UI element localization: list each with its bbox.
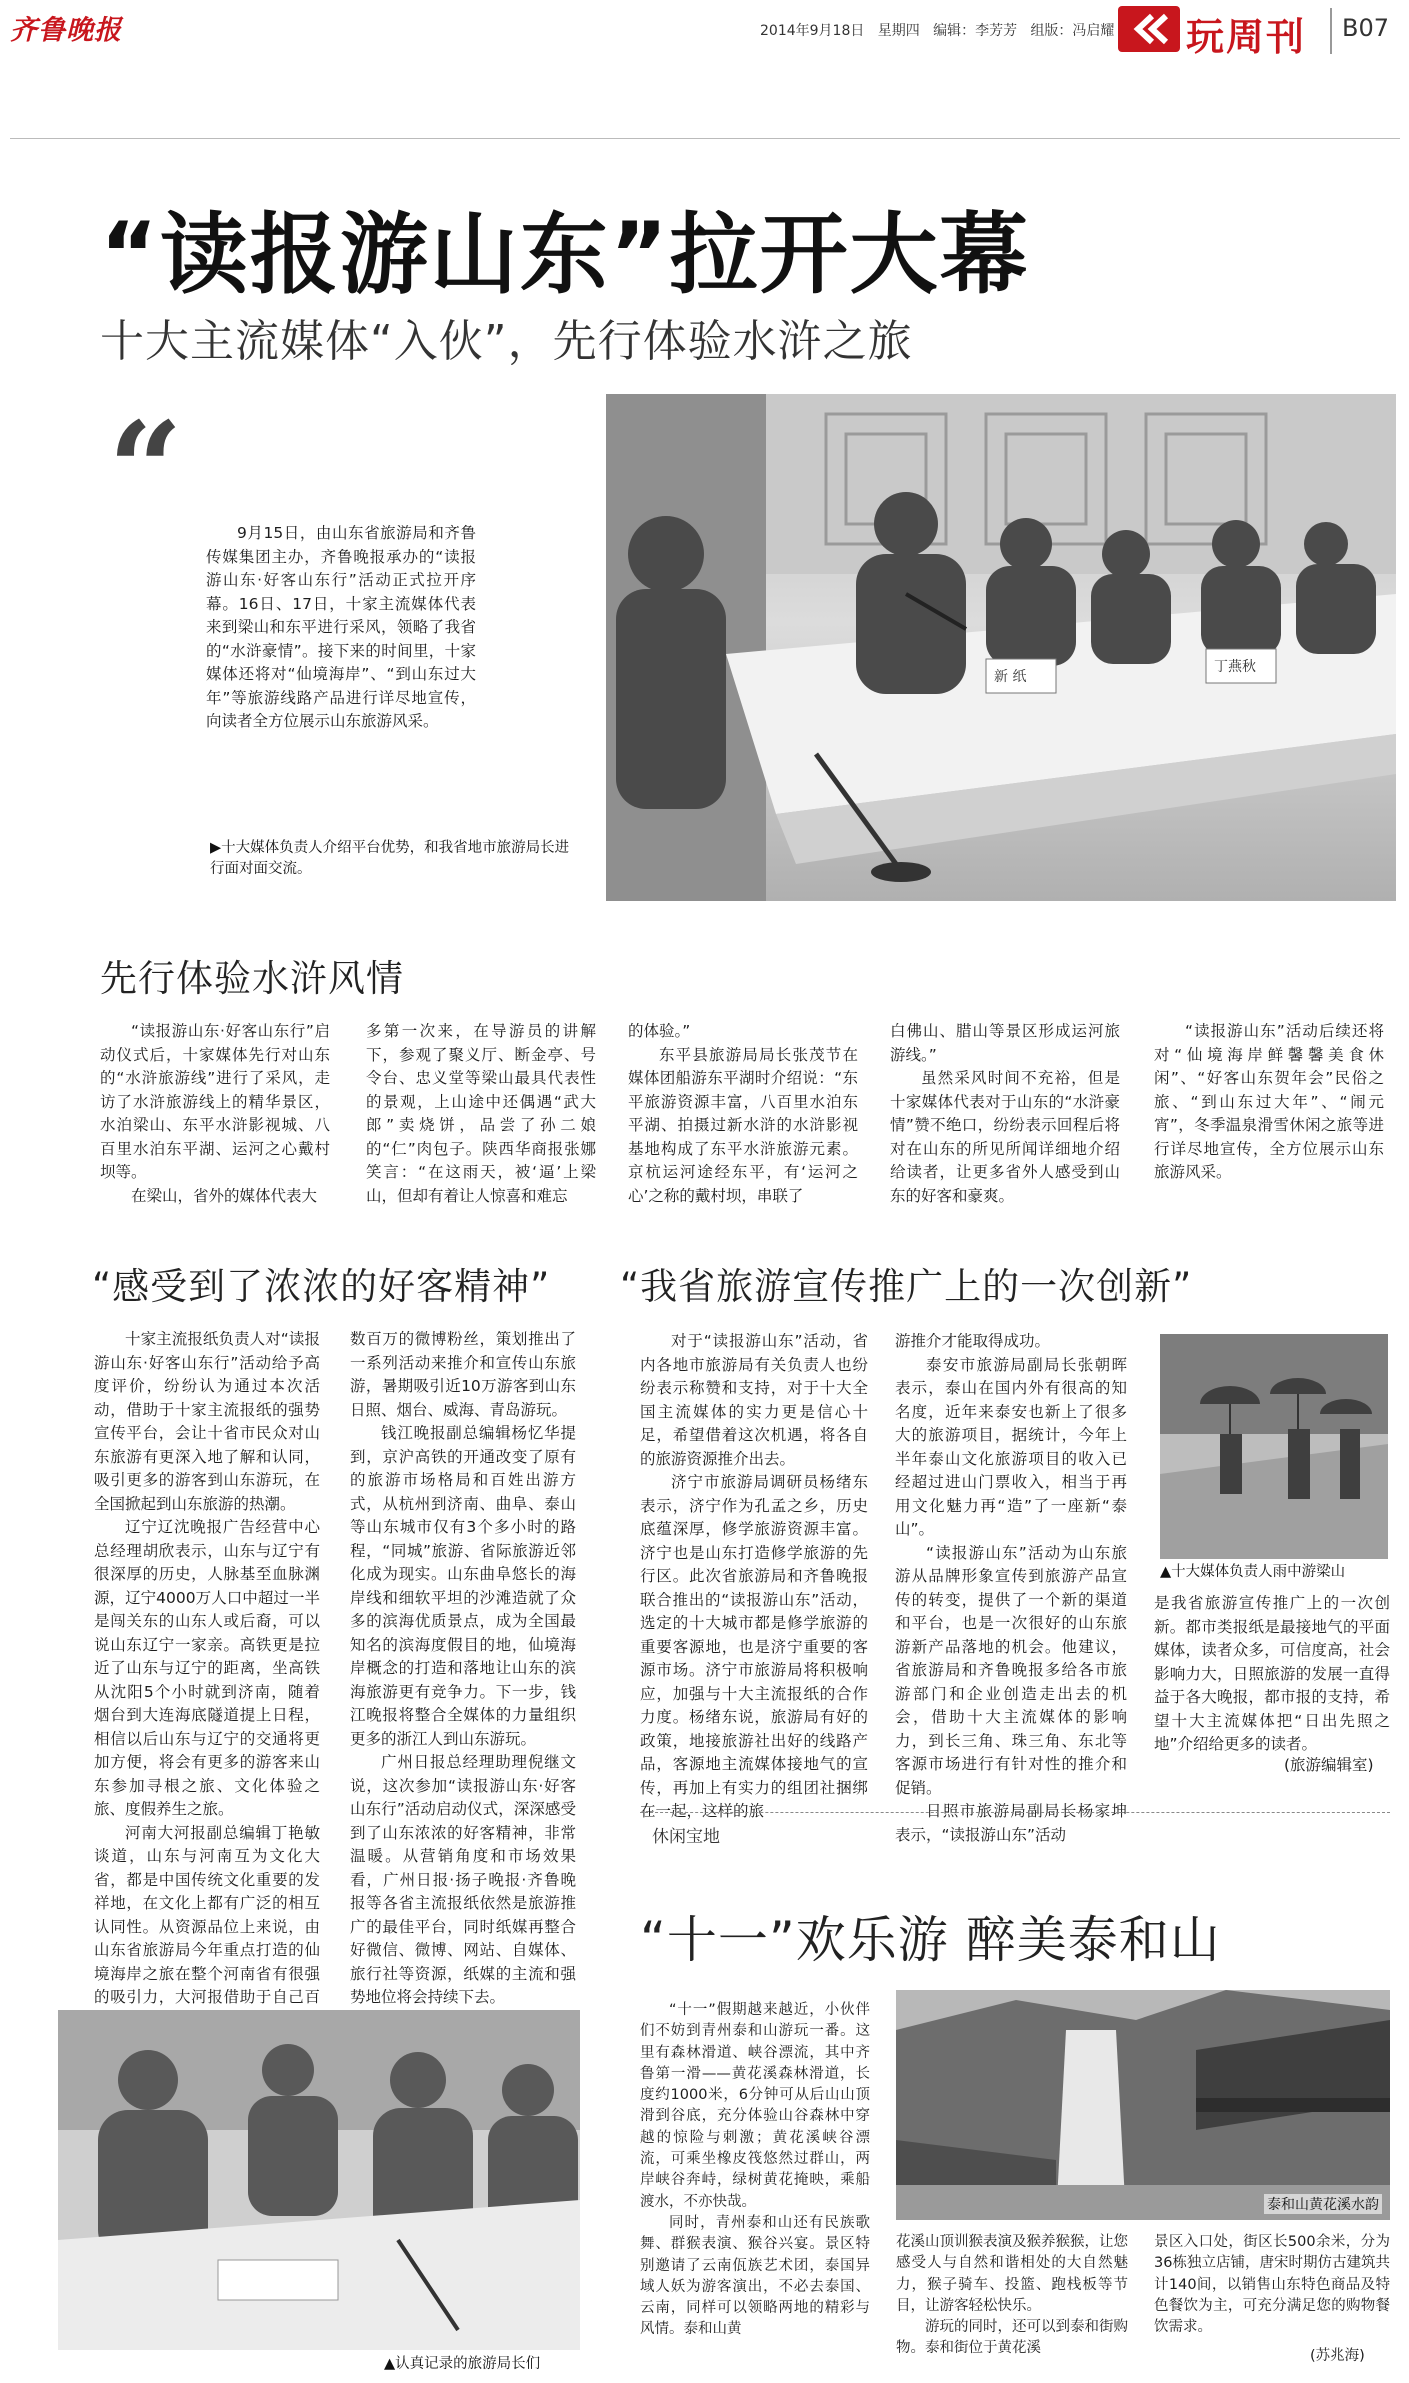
paragraph: 是我省旅游宣传推广上的一次创新。都市类报纸是最接地气的平面媒体，读者众多，可信度高，社会影响力大，日照旅游的发展一直得益于各大晚报，都市报的支持，希望十大主流媒体把“日出先照之地”介绍给更多的读者。	[1154, 1594, 1390, 1753]
paragraph: 河南大河报副总编辑丁艳敏谈道，山东与河南互为文化大省，都是中国传统文化重要的发祥地，在文化上都有广泛的相互认同性。从资源品位上来说，由山东省旅游局今年重点打造的仙境海岸之旅在整个河南省有很强的吸引力，大河报借助于自己百	[94, 1823, 320, 2006]
masthead-divider	[1330, 8, 1332, 54]
sub-headline: 十大主流媒体“入伙”，先行体验水浒之旅	[100, 316, 913, 367]
paragraph: 广州日报总经理助理倪继文说，这次参加“读报游山东·好客山东行”活动启动仪式，深深感受到了山东浓浓的好客精神，非常温暖。从营销角度和市场效果看，广州日报·扬子晚报·齐鲁晚报等各省主流报纸依然是旅游推广的最佳平台，同时纸媒再整合好微信、微博、网站、自媒体、旅行社等资源，纸媒的主流和强势地位将会持续下去。	[350, 1753, 576, 2006]
section4-col3	[1154, 2232, 1390, 2342]
double-chevron-icon	[1118, 6, 1180, 52]
section4-col2	[896, 2232, 1128, 2356]
paragraph: 在梁山，省外的媒体代表大	[131, 1186, 318, 1205]
intro-paragraph	[206, 522, 476, 782]
quote-mark: “	[108, 393, 183, 546]
rain-tour-photo	[1160, 1334, 1388, 1559]
paragraph: 十家主流报纸负责人对“读报游山东·好客山东行”活动给予高度评价，纷纷认为通过本次活动，借助于十家主流报纸的强势宣传平台，会让十省市民众对山东旅游有更深入地了解和认同，吸引更多的游客到山东游玩，在全国掀起到山东旅游的热潮。	[94, 1330, 320, 1513]
paragraph: “读报游山东·好客山东行”启动仪式后，十家媒体先行对山东的“水浒旅游线”进行了采风，走访了水浒旅游线上的精华景区，水泊梁山、东平水浒影视城、八百里水泊东平湖、运河之心戴村坝等。	[100, 1022, 330, 1181]
paragraph: 花溪山顶训猴表演及猴养猴猴，让您感受人与自然和谐相处的大自然魅力，猴子骑车、投篮、跑栈板等节目，让游客轻松快乐。	[896, 2234, 1128, 2314]
main-headline: “读报游山东”拉开大幕	[100, 203, 1030, 306]
lead-photo-caption: ▶十大媒体负责人介绍平台优势，和我省地市旅游局长进行面对面交流。	[210, 840, 570, 877]
paragraph: 数百万的微博粉丝，策划推出了一系列活动来推介和宣传山东旅游，暑期吸引近10万游客到山东日照、烟台、威海、青岛游玩。	[350, 1330, 576, 1419]
paragraph: 游推介才能取得成功。	[895, 1332, 1051, 1350]
name-card-2: 丁燕秋	[1214, 659, 1256, 675]
section4-tag-line	[640, 1812, 1390, 1814]
section-badge	[1118, 6, 1180, 52]
name-card-1: 新 纸	[994, 669, 1027, 685]
paragraph: 虽然采风时间不充裕，但是十家媒体代表对于山东的“水浒豪情”赞不绝口，纷纷表示回程后将对在山东的所见所闻详细地介绍给读者，让更多省外人感受到山东的好客和豪爽。	[890, 1069, 1120, 1205]
officials-photo-caption: ▲认真记录的旅游局长们	[384, 2356, 541, 2372]
section-title: 玩周刊	[1186, 15, 1307, 59]
section3-col1	[640, 1330, 868, 1820]
paragraph: 白佛山、腊山等景区形成运河旅游线。”	[890, 1022, 1120, 1064]
section1-col2	[366, 1020, 596, 1230]
waterfall-photo-caption: 泰和山黄花溪水韵	[1264, 2194, 1382, 2214]
section4-byline: (苏兆海)	[1310, 2348, 1365, 2364]
paragraph: “十一”假期越来越近，小伙伴们不妨到青州泰和山游玩一番。这里有森林滑道、峡谷漂流，其中齐鲁第一滑——黄花溪森林滑道，长度约1000米，6分钟可从后山山顶滑到谷底，充分体验山谷森林中穿越的惊险与刺激；黄花溪峡谷漂流，可乘坐橡皮筏悠然过群山，两岸峡谷奔峙，绿树黄花掩映，乘船渡水，不亦快哉。	[640, 2002, 870, 2210]
editor-credit: 编辑：李芳芳	[933, 23, 1018, 39]
paragraph: 游玩的同时，还可以到泰和街购物。泰和街位于黄花溪	[896, 2319, 1128, 2357]
paragraph: “读报游山东”活动后续还将对“仙境海岸鲜馨馨美食休闲”、“好客山东贺年会”民俗之旅、“到山东过大年”、“闹元宵”，冬季温泉滑雪休闲之旅等进行详尽地宣传，全方位展示山东旅游风采。	[1154, 1022, 1384, 1181]
paragraph: 东平县旅游局局长张茂节在媒体团船游东平湖时介绍说：“东平旅游资源丰富，八百里水泊东平湖、拍摄过新水浒的水浒影视基地构成了东平水浒旅游元素。京杭运河途经东平，有‘运河之心’之称的戴村坝，串联了	[628, 1045, 858, 1205]
waterfall-illustration	[896, 1990, 1390, 2220]
paragraph: 同时，青州泰和山还有民族歌舞、群猴表演、猴谷兴宴。景区特别邀请了云南佤族艺术团，泰国异域人妖为游客演出，不必去泰国、云南，同样可以领略两地的精彩与风情。泰和山黄	[640, 2214, 870, 2338]
section1-heading: 先行体验水浒风情	[100, 957, 404, 1000]
meeting-scene-illustration	[606, 394, 1396, 901]
section4-heading: “十一”欢乐游 醉美泰和山	[640, 1911, 1221, 1969]
rain-tour-illustration	[1160, 1334, 1388, 1559]
masthead	[0, 0, 1409, 70]
issue-weekday: 星期四	[877, 23, 920, 39]
paper-logo: 齐鲁晚报	[10, 15, 122, 46]
section3-heading: “我省旅游宣传推广上的一次创新”	[620, 1265, 1193, 1308]
paragraph: 的体验。”	[628, 1022, 691, 1040]
section1-col4	[890, 1020, 1120, 1230]
paragraph: 日照市旅游局副局长杨家坤表示，“读报游山东”活动	[895, 1802, 1127, 1844]
paragraph: 多第一次来，在导游员的讲解下，参观了聚义厅、断金亭、号令台、忠义堂等梁山最具代表性的景观，上山途中还偶遇“武大郎”卖烧饼，品尝了孙二娘的“仁”肉包子。陕西华商报张娜笑言：“在这雨天，被‘逼’上梁山，但却有着让人惊喜和难忘	[366, 1022, 596, 1205]
page-number: B07	[1342, 14, 1390, 42]
section1-col3	[628, 1020, 858, 1230]
paragraph: 泰安市旅游局副局长张朝晖表示，泰山在国内外有很高的知名度，近年来泰安也新上了很多大的旅游项目，据统计，今年上半年泰山文化旅游项目的收入已经超过进山门票收入，相当于再用文化魅力再“造”了一座新“泰山”。	[895, 1355, 1127, 1538]
lead-photo	[606, 394, 1396, 901]
paragraph: 景区入口处，街区长500余米，分为36栋独立店铺，唐宋时期仿古建筑共计140间，以销售山东特色商品及特色餐饮为主，可充分满足您的购物餐饮需求。	[1154, 2234, 1390, 2336]
section2-heading: “感受到了浓浓的好客精神”	[92, 1265, 551, 1308]
section3-byline: (旅游编辑室)	[1284, 1756, 1374, 1774]
paragraph: 辽宁辽沈晚报广告经营中心总经理胡欣表示，山东与辽宁有很深厚的历史，人脉基至血脉渊源，辽宁4000万人口中超过一半是闯关东的山东人或后裔，可以说山东辽宁一家亲。高铁更是拉近了山东与辽宁的距离，坐高铁从沈阳5个小时就到济南，随着烟台到大连海底隧道提上日程，相信以后山东与辽宁的交通将更加方便，将会有更多的游客来山东参加寻根之旅、文化体验之旅、度假养生之旅。	[94, 1518, 320, 1818]
officials-scene-illustration	[58, 2010, 580, 2350]
layout-credit: 组版：冯启耀	[1030, 23, 1115, 39]
section4-tag: 休闲宝地	[652, 1827, 720, 1847]
intro-text: 9月15日，由山东省旅游局和齐鲁传媒集团主办，齐鲁晚报承办的“读报游山东·好客山东行”活动正式拉开序幕。16日、17日，十家主流媒体代表来到梁山和东平进行采风，领略了我省的“水浒豪情”。接下来的时间里，十家媒体还将对“仙境海岸”、“到山东过大年”等旅游线路产品进行详尽地宣传，向读者全方位展示山东旅游风采。	[206, 524, 476, 730]
paragraph: 对于“读报游山东”活动，省内各地市旅游局有关负责人也纷纷表示称赞和支持，对于十大全国主流媒体的实力更是信心十足，希望借着这次机遇，将各自的旅游资源推介出去。	[640, 1332, 868, 1468]
masthead-info	[760, 20, 1114, 40]
paragraph: “读报游山东”活动为山东旅游从品牌形象宣传到旅游产品宣传的转变，提供了一个新的渠道和平台，也是一次很好的山东旅游新产品落地的机会。他建议，省旅游局和齐鲁晚报多给各市旅游部门和企业创造走出去的机会，借助十大主流媒体的影响力，到长三角、珠三角、东北等客源市场进行有针对性的推介和促销。	[895, 1543, 1127, 1797]
section1-col5	[1154, 1020, 1384, 1230]
waterfall-photo	[896, 1990, 1390, 2220]
header-rule	[10, 138, 1400, 139]
officials-photo	[58, 2010, 580, 2350]
paragraph: 钱江晚报副总编辑杨忆华提到，京沪高铁的开通改变了原有的旅游市场格局和百姓出游方式，从杭州到济南、曲阜、泰山等山东城市仅有3个多小时的路程，“同城”旅游、省际旅游近邻化成为现实。山东曲阜悠长的海岸线和细软平坦的沙滩造就了众多的滨海优质景点，成为全国最知名的滨海度假目的地，仙境海岸概念的打造和落地让山东的滨海旅游更有竞争力。下一步，钱江晚报将整合全媒体的力量组织更多的浙江人到山东游玩。	[350, 1424, 576, 1748]
issue-date: 2014年9月18日	[760, 23, 865, 39]
section2-col2	[350, 1328, 576, 2006]
rain-tour-caption: ▲十大媒体负责人雨中游梁山	[1160, 1564, 1346, 1580]
paragraph: 济宁市旅游局调研员杨绪东表示，济宁作为孔孟之乡，历史底蕴深厚，修学旅游资源丰富。济宁也是山东打造修学旅游的先行区。此次省旅游局和齐鲁晚报联合推出的“读报游山东”活动，选定的十大城市都是修学旅游的重要客源地，也是济宁重要的客源市场。济宁市旅游局将积极响应，加强与十大主流报纸的合作力度。杨绪东说，旅游局有好的政策，地接旅游社出好的线路产品，客源地主流媒体接地气的宣传，再加上有实力的组团社捆绑在一起，这样的旅	[640, 1473, 868, 1820]
section1-col1	[100, 1020, 330, 1230]
section2-col1	[94, 1328, 320, 2006]
section4-col1	[640, 2000, 870, 2355]
section3-col2	[895, 1330, 1127, 1844]
